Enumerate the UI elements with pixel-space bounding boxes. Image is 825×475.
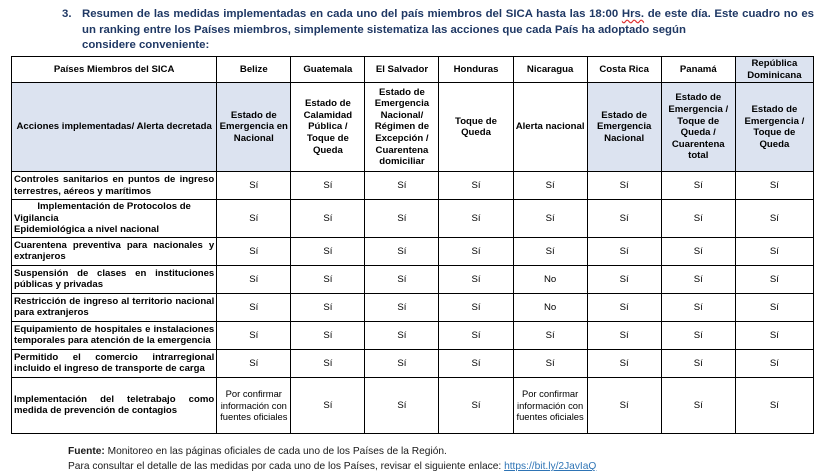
cell-action-label [12, 349, 217, 377]
cell-value-panama: Sí [661, 293, 735, 321]
cell-value-guatemala: Sí [291, 293, 365, 321]
cell-value-nicaragua: Sí [513, 200, 587, 238]
action-line-2: medida de prevención de contagios [14, 405, 178, 417]
action-line-1: Permitido el comercio intrarregional [14, 351, 215, 363]
cell-alerta-panama: Estado de Emergencia / Toque de Queda / Cuarentena total [661, 83, 735, 172]
footer-source-text: Monitoreo en las páginas oficiales de cada uno de los Países de la Región. [104, 446, 447, 457]
cell-value-nicaragua: No [513, 265, 587, 293]
footer-link-line [68, 459, 808, 474]
cell-value-costa-rica: Sí [587, 377, 661, 433]
cell-alerta-belize: Estado de Emergencia en Nacional [217, 83, 291, 172]
cell-value-el-salvador: Sí [365, 172, 439, 200]
cell-action-label [12, 293, 217, 321]
cell-value-costa-rica: Sí [587, 293, 661, 321]
cell-value-guatemala: Sí [291, 377, 365, 433]
cell-value-nicaragua: Por confirmar información con fuentes oficiales [513, 377, 587, 433]
cell-value-guatemala: Sí [291, 172, 365, 200]
header-cell-panama: Panamá [661, 57, 735, 83]
cell-value-panama: Sí [661, 377, 735, 433]
action-line-2: Epidemiológica a nivel nacional [14, 224, 160, 236]
action-line-1: Implementación del teletrabajo como [14, 393, 215, 405]
cell-value-panama: Sí [661, 321, 735, 349]
cell-value-honduras: Sí [439, 321, 513, 349]
cell-action-label [12, 172, 217, 200]
cell-value-belize: Sí [217, 172, 291, 200]
cell-value-republica-dominicana: Sí [735, 293, 813, 321]
header-cell-costa-rica: Costa Rica [587, 57, 661, 83]
cell-value-nicaragua: Sí [513, 321, 587, 349]
footer-notes [68, 444, 808, 474]
cell-value-republica-dominicana: Sí [735, 377, 813, 433]
cell-value-panama: Sí [661, 349, 735, 377]
action-line-1: Suspensión de clases en instituciones [14, 267, 215, 279]
cell-value-honduras: Sí [439, 172, 513, 200]
intro-text-spellcheck: Hrs. [621, 8, 645, 20]
sica-measures-table [11, 56, 814, 434]
cell-value-republica-dominicana: Sí [735, 237, 813, 265]
footer-source-label: Fuente: [68, 446, 105, 457]
cell-value-costa-rica: Sí [587, 200, 661, 238]
cell-value-belize: Sí [217, 293, 291, 321]
cell-value-panama: Sí [661, 265, 735, 293]
table-row [12, 349, 814, 377]
cell-value-guatemala: Sí [291, 349, 365, 377]
cell-value-costa-rica: Sí [587, 349, 661, 377]
table-row [12, 377, 814, 433]
intro-text-part2: de este día. Este cuadro no es un ranking entre los Países miembros, simplemente sistematiza las acciones que cada País ha adoptado según [82, 8, 814, 36]
cell-action-label [12, 237, 217, 265]
header-cell-honduras: Honduras [439, 57, 513, 83]
cell-value-honduras: Sí [439, 237, 513, 265]
cell-value-honduras: Sí [439, 265, 513, 293]
cell-alerta-honduras: Toque de Queda [439, 83, 513, 172]
table-row [12, 265, 814, 293]
cell-alerta-republica-dominicana: Estado de Emergencia / Toque de Queda [735, 83, 813, 172]
intro-text-lastline: considere conveniente: [82, 39, 210, 52]
cell-value-el-salvador: Sí [365, 237, 439, 265]
cell-value-belize: Sí [217, 200, 291, 238]
cell-value-republica-dominicana: Sí [735, 321, 813, 349]
cell-value-panama: Sí [661, 200, 735, 238]
cell-value-honduras: Sí [439, 293, 513, 321]
footer-source-line [68, 444, 808, 459]
cell-value-panama: Sí [661, 172, 735, 200]
table-row [12, 293, 814, 321]
table-row [12, 237, 814, 265]
cell-value-honduras: Sí [439, 200, 513, 238]
cell-value-costa-rica: Sí [587, 265, 661, 293]
intro-number: 3. [62, 8, 72, 20]
action-line-2: temporales para atención de la emergencia [14, 335, 211, 347]
header-cell-republica-dominicana: República Dominicana [735, 57, 813, 83]
cell-value-republica-dominicana: Sí [735, 265, 813, 293]
cell-value-belize: Sí [217, 237, 291, 265]
cell-alerta-guatemala: Estado de Calamidad Pública / Toque de Queda [291, 83, 365, 172]
cell-value-guatemala: Sí [291, 265, 365, 293]
table-row [12, 172, 814, 200]
cell-value-nicaragua: Sí [513, 237, 587, 265]
cell-value-nicaragua: Sí [513, 349, 587, 377]
cell-value-el-salvador: Sí [365, 377, 439, 433]
cell-action-label [12, 377, 217, 433]
cell-value-guatemala: Sí [291, 200, 365, 238]
header-cell-el-salvador: El Salvador [365, 57, 439, 83]
action-line-2: para extranjeros [14, 307, 89, 319]
cell-alerta-nicaragua: Alerta nacional [513, 83, 587, 172]
intro-text-part1: Resumen de las medidas implementadas en cada uno del país miembros del SICA hasta las 18:00 [82, 8, 622, 20]
cell-value-el-salvador: Sí [365, 265, 439, 293]
cell-action-label [12, 321, 217, 349]
action-line-1: Restricción de ingreso al territorio nacional [14, 295, 215, 307]
header-cell-guatemala: Guatemala [291, 57, 365, 83]
cell-value-costa-rica: Sí [587, 237, 661, 265]
action-line-2: públicas y privadas [14, 279, 104, 291]
action-line-2: terrestres, aéreos y marítimos [14, 185, 152, 197]
header-cell-countries-title: Países Miembros del SICA [12, 57, 217, 83]
cell-value-guatemala: Sí [291, 237, 365, 265]
cell-value-nicaragua: No [513, 293, 587, 321]
cell-value-republica-dominicana: Sí [735, 200, 813, 238]
cell-value-belize: Por confirmar información con fuentes oficiales [217, 377, 291, 433]
cell-value-republica-dominicana: Sí [735, 172, 813, 200]
cell-action-label [12, 265, 217, 293]
intro-text [82, 7, 814, 54]
cell-value-belize: Sí [217, 349, 291, 377]
action-line-2: extranjeros [14, 251, 66, 263]
action-line-2: incluido el ingreso de transporte de carga [14, 363, 205, 375]
footer-bitly-link[interactable]: https://bit.ly/2JavIaQ [504, 461, 597, 472]
cell-value-guatemala: Sí [291, 321, 365, 349]
table-row [12, 321, 814, 349]
cell-value-belize: Sí [217, 321, 291, 349]
cell-value-costa-rica: Sí [587, 321, 661, 349]
action-line-1: Cuarentena preventiva para nacionales y [14, 239, 215, 251]
cell-value-costa-rica: Sí [587, 172, 661, 200]
cell-action-label [12, 200, 217, 238]
action-line-1: Equipamiento de hospitales e instalaciones [14, 323, 215, 335]
cell-value-el-salvador: Sí [365, 321, 439, 349]
header-cell-nicaragua: Nicaragua [513, 57, 587, 83]
cell-alerta-costa-rica: Estado de Emergencia Nacional [587, 83, 661, 172]
cell-value-honduras: Sí [439, 349, 513, 377]
cell-value-el-salvador: Sí [365, 200, 439, 238]
table-header-countries [12, 57, 814, 83]
header-cell-belize: Belize [217, 57, 291, 83]
cell-value-honduras: Sí [439, 377, 513, 433]
table-row [12, 200, 814, 238]
action-line-1: Controles sanitarios en puntos de ingreso [14, 174, 215, 186]
cell-value-republica-dominicana: Sí [735, 349, 813, 377]
cell-value-el-salvador: Sí [365, 349, 439, 377]
cell-value-panama: Sí [661, 237, 735, 265]
cell-value-nicaragua: Sí [513, 172, 587, 200]
cell-value-belize: Sí [217, 265, 291, 293]
intro-paragraph [62, 7, 814, 54]
footer-link-intro: Para consultar el detalle de las medidas por cada uno de los Países, revisar el siguiente enlace: [68, 461, 505, 472]
table-row-alerta-decretada [12, 83, 814, 172]
cell-acciones-implementadas-label: Acciones implementadas/ Alerta decretada [12, 83, 217, 172]
action-line-1: Implementación de Protocolos de Vigilancia [14, 201, 191, 224]
cell-alerta-el-salvador: Estado de Emergencia Nacional/ Régimen de Excepción / Cuarentena domiciliar [365, 83, 439, 172]
cell-value-el-salvador: Sí [365, 293, 439, 321]
